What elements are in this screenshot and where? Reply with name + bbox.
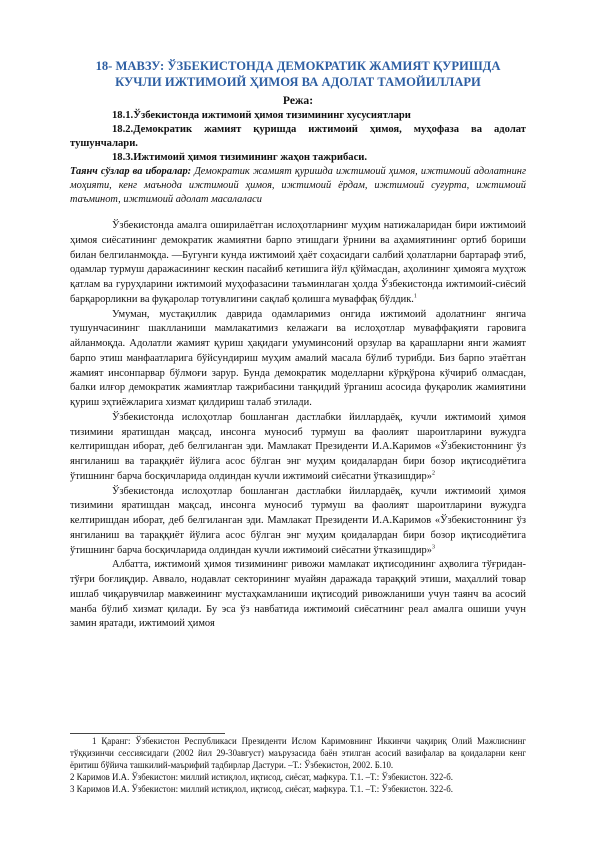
keywords-label: Таянч сўзлар ва иборалар:	[70, 166, 192, 177]
keywords-block	[70, 165, 526, 208]
footnote-3: 3 Каримов И.А. Ўзбекистон: миллий истиқлол, иқтисод, сиёсат, мафкура. Т.1. –Т.: Ўзбекистон. 322-б.	[70, 783, 453, 794]
title-line-2: КУЧЛИ ИЖТИМОИЙ ҲИМОЯ ВА АДОЛАТ ТАМОЙИЛЛАРИ	[115, 75, 481, 89]
footnotes	[70, 736, 526, 796]
paragraph: Умуман, мустақиллик даврида одамларимиз онгида ижтимоий адолатнинг янгича тушунчасининг шаклланиши мамлакатимиз келажаги ва ислоҳотлар муваффақияти гаровига айланмоқда. Адолатли жамият қуриш ҳақидаги умуминсоний орзулар ва қарашларни янги жамият барпо этиш манфаатларига бўйсундириш муҳим амалий масала бўлиб турибди. Биз барпо этаётган жамият инсонпарвар бўлмоғи зарур. Бунда демократик моделларни кўрқўрона кўчириб олмасдан, балки илғор демократик жамиятлар тажрибасини танқидий ўрганиш асосида фуқаролик жамиятини қуриш эҳтиёжларига хизмат қилдириш талаб этилади.	[70, 308, 526, 408]
footnote-ref: 2	[431, 470, 435, 477]
paragraph: Ўзбекистонда амалга оширилаётган ислоҳотларнинг муҳим натижаларидан бири ижтимоий ҳимоя сиёсатининг демократик жамиятни барпо этишдаги ўрнини ва аҳамиятининг ортиб бориши билан белгиланмоқда. ―Бугунги кунда ижтимоий ҳаёт соҳасидаги салбий ҳолатларни бартараф этиб, одамлар турмуш даражасининг кескин пасайиб кетишига йўл қўймасдан, аҳолининг ҳимояга муҳтож қатлам ва гуруҳларини ижтимоий муҳофазасини таъминлаган ҳолда Ўзбекистонда ижтимоий-сиёсий барқарорликни ва фуқаролар тотувлигини сақлаб қолишга муваффақ бўлдик.$^1$	[70, 220, 526, 305]
footnote-1: 1 Қаранг: Ўзбекистон Республикаси Президенти Ислом Каримовнинг Иккинчи чақириқ Олий Мажлиснинг тўққизинчи сессиясидаги (2002 йил 29-30август) маърузасида баён этилган асосий вазифалар ва қоидаларни кенг ёритиш бўйича ташкилий-маърифий тадбирлар Дастури. –Т.: Ўзбекистон, 2002. Б.10.	[70, 736, 526, 770]
footnote-ref: 1	[413, 293, 417, 300]
paragraph: Ўзбекистонда ислоҳотлар бошланган дастлабки йиллардаёқ, кучли ижтимоий ҳимоя тизимини яратишдан мақсад, инсонга муносиб турмуш ва фаолият шароитларини вужудга келтиришдан иборат, деб белгиланган эди. Мамлакат Президенти И.А.Каримов «Ўзбекистоннинг ўз янгиланиш ва тараққиёт йўлига асос бўлган энг муҳим қоидалардан бири бозор иқтисодиётига ўтишнинг барча босқичларида олдиндан кучли ижтимоий сиёсатни ўтказишдир»$^3$	[70, 485, 526, 556]
plan-item-2-continued: тушунчалари.	[70, 138, 138, 149]
title-line-1: 18- МАВЗУ: ЎЗБЕКИСТОНДА ДЕМОКРАТИК ЖАМИЯТ ҚУРИШДА	[95, 59, 501, 73]
plan-item-2: 18.2.Демократик жамият қуришда ижтимоий ҳимоя, муҳофаза ва адолат	[112, 124, 526, 135]
plan-item-3: 18.3.Ижтимоий ҳимоя тизимининг жаҳон тажрибаси.	[112, 152, 368, 163]
keywords-text: Демократик жамият қуришда ижтимоий ҳимоя, ижтимоий адолатнинг моҳияти, кенг маънода ижтимоий ҳимоя, ижтимоий ёрдам, ижтимоий суғурта, ижтимоий таъминот, ижтимоий адолат масалаласи	[70, 166, 526, 206]
paragraph: Ўзбекистонда ислоҳотлар бошланган дастлабки йиллардаёқ, кучли ижтимоий ҳимоя тизимини яратишдан мақсад, инсонга муносиб турмуш ва фаолият шароитларини вужудга келтиришдан иборат, деб белгиланган эди. Мамлакат Президенти И.А.Каримов «Ўзбекистоннинг ўз янгиланиш ва тараққиёт йўлига асос бўлган энг муҳим қоидалардан бири бозор иқтисодиётига ўтишнинг барча босқичларида олдиндан кучли ижтимоий сиёсатни ўтказишдир»$^2$	[70, 411, 526, 482]
footnote-ref: 3	[431, 544, 435, 551]
plan-heading: Режа:	[282, 94, 314, 107]
body-text	[70, 219, 526, 632]
paragraph: Албатта, ижтимоий ҳимоя тизимининг ривожи мамлакат иқтисодининг аҳволига тўғридан- тўғри боғлиқдир. Аввало, нодавлат секторининг муайян даражада тараққий этиши, маҳаллий товар ишлаб чиқарувчилар мавжеининг мустаҳкамланиши иқтисодий ривожланиши учун таянч ва асосий манба бўлиб хизмат қилади. Бу эса ўз навбатида ижтимоий сиёсатнинг реал амалга ошиши учун замин яратади, ижтимоий ҳимоя	[70, 559, 526, 630]
plan-item-1: 18.1.Ўзбекистонда ижтимоий ҳимоя тизимининг хусусиятлари	[112, 110, 411, 121]
footnote-2: 2 Каримов И.А. Ўзбекистон: миллий истиқлол, иқтисод, сиёсат, мафкура. Т.1. –Т.: Ўзбекистон. 322-б.	[70, 771, 453, 782]
footnote-divider	[70, 733, 225, 734]
page-title	[70, 58, 526, 90]
